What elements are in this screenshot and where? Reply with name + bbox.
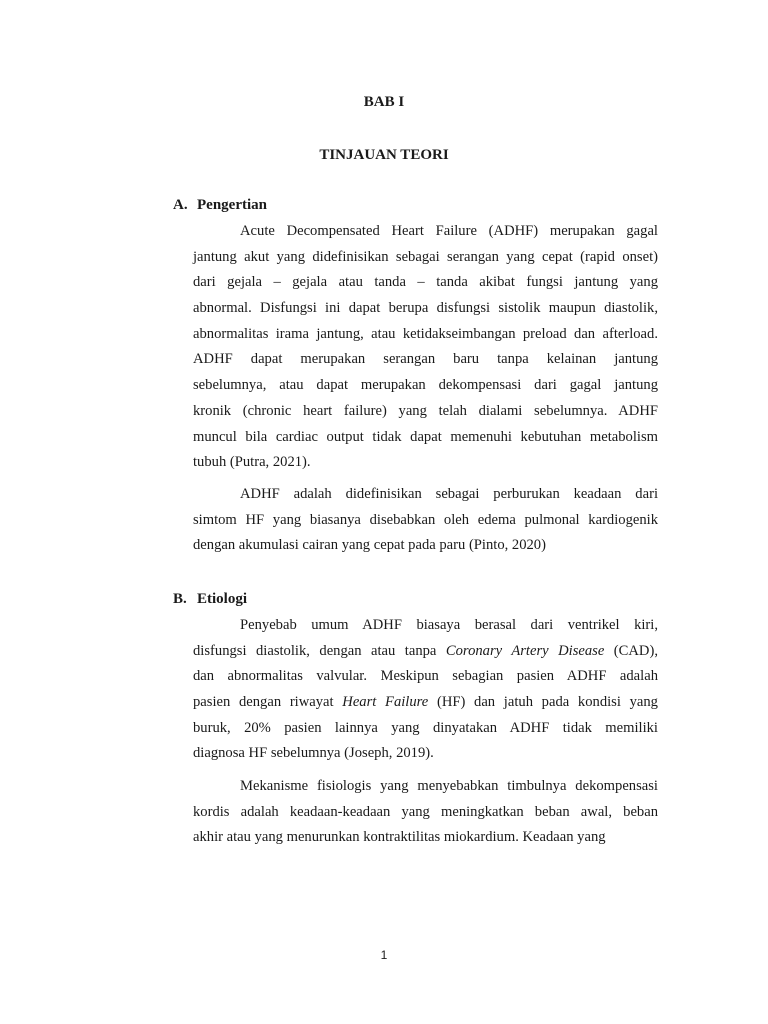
text-segment: pasien dengan riwayat <box>193 694 343 711</box>
text-line <box>193 690 658 716</box>
text-line: ADHF adalah didefinisikan sebagai perburukan keadaan dari <box>240 486 658 502</box>
section-b-paragraph-1 <box>193 613 658 767</box>
text-line: abnormalitas irama jantung, atau ketidakseimbangan preload dan afterload. <box>193 325 658 342</box>
emphasis-text: Heart Failure <box>342 694 429 711</box>
section-a-title: Pengertian <box>197 197 267 213</box>
text-line: jantung akut yang didefinisikan sebagai serangan yang cepat (rapid onset) <box>193 248 658 265</box>
section-a-heading <box>173 197 267 214</box>
section-a-letter: A. <box>173 197 188 213</box>
section-b-letter: B. <box>173 591 187 607</box>
section-b-paragraph-2 <box>193 774 658 851</box>
text-line: diagnosa HF sebelumnya (Joseph, 2019). <box>193 745 434 762</box>
text-line: akhir atau yang menurunkan kontraktilitas miokardium. Keadaan yang <box>193 829 606 846</box>
emphasis-text: Coronary Artery Disease <box>445 642 605 659</box>
text-line: simtom HF yang biasanya disebabkan oleh edema pulmonal kardiogenik <box>193 511 658 528</box>
text-line: Mekanisme fisiologis yang menyebabkan timbulnya dekompensasi <box>240 778 658 794</box>
text-line: Penyebab umum ADHF biasaya berasal dari ventrikel kiri, <box>240 617 658 633</box>
text-line: dan abnormalitas valvular. Meskipun sebagian pasien ADHF adalah <box>193 668 658 685</box>
page-number: 1 <box>380 948 388 962</box>
chapter-label: BAB I <box>363 94 405 110</box>
text-line: tubuh (Putra, 2021). <box>193 454 311 471</box>
section-b-heading <box>173 591 247 608</box>
section-a-paragraph-2 <box>193 482 658 559</box>
text-line: Acute Decompensated Heart Failure (ADHF) merupakan gagal <box>240 223 658 239</box>
text-segment: (CAD), <box>604 642 658 659</box>
section-b-title: Etiologi <box>197 591 248 607</box>
text-line: dari gejala – gejala atau tanda – tanda akibat fungsi jantung yang <box>193 274 658 291</box>
text-line: dengan akumulasi cairan yang cepat pada paru (Pinto, 2020) <box>193 537 546 554</box>
text-line: kronik (chronic heart failure) yang telah dialami sebelumnya. ADHF <box>193 402 658 419</box>
text-segment: (HF) dan jatuh pada kondisi yang <box>428 694 658 711</box>
text-segment: disfungsi diastolik, dengan atau tanpa <box>193 642 446 659</box>
text-line: sebelumnya, atau dapat merupakan dekompensasi dari gagal jantung <box>193 377 658 394</box>
text-line: kordis adalah keadaan-keadaan yang meningkatkan beban awal, beban <box>193 803 658 820</box>
text-line: muncul bila cardiac output tidak dapat memenuhi kebutuhan metabolism <box>193 428 658 445</box>
chapter-title: TINJAUAN TEORI <box>319 147 449 163</box>
text-line: buruk, 20% pasien lainnya yang dinyatakan ADHF tidak memiliki <box>193 719 658 736</box>
text-line <box>193 639 658 665</box>
text-line: ADHF dapat merupakan serangan baru tanpa kelainan jantung <box>193 351 658 368</box>
text-line: abnormal. Disfungsi ini dapat berupa disfungsi sistolik maupun diastolik, <box>193 300 658 317</box>
section-a-paragraph-1 <box>193 219 658 476</box>
